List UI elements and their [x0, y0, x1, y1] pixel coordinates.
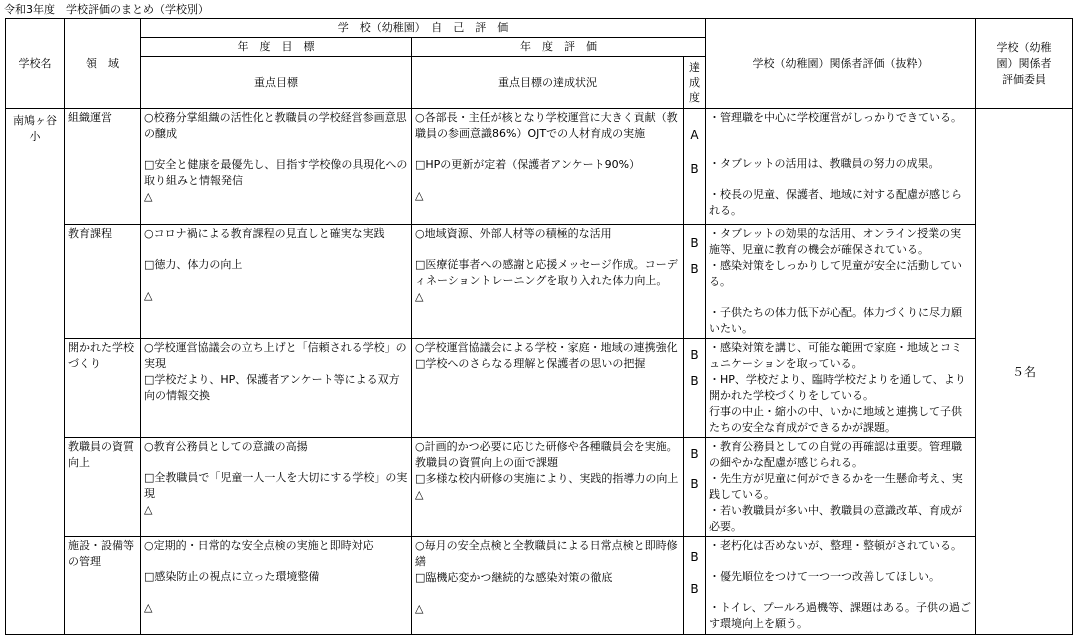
goal-item: △ [144, 190, 153, 203]
school-name-cell [6, 109, 65, 635]
degree-char: 成 [689, 76, 701, 89]
rating-item: ・先生方が児童に何ができるかを一生懸命考え、実践している。 [709, 472, 963, 501]
achievement-item: △ [415, 488, 424, 501]
achievement-item: △ [415, 290, 424, 303]
goal-item: ○教育公務員としての意識の高揚 [144, 440, 308, 453]
goal-item: □全教職員で「児童一人一人を大切にする学校」の実現 [144, 471, 408, 500]
committee-header-line: 学校（幼稚 [996, 40, 1052, 54]
achievement-item: ○学校運営協議会による学校・家庭・地域の連携強化 [415, 341, 678, 354]
goal-cell [141, 339, 412, 438]
domain-cell: 教職員の資質向上 [65, 438, 141, 537]
achievement-item: □臨機応変かつ継続的な感染対策の徹底 [415, 571, 613, 584]
table-row [6, 438, 1073, 537]
header-self-evaluation: 学 校（幼稚園） 自 己 評 価 [141, 19, 706, 38]
committee-count-cell: ５名 [976, 109, 1073, 635]
grade-mark: A [690, 128, 699, 142]
stakeholder-rating-cell [706, 225, 976, 339]
rating-item: ・トイレ、プールろ過機等、課題はある。子供の過ごす環境向上を願う。 [709, 601, 972, 630]
rating-item: ・校長の児童、保護者、地域に対する配慮が感じられる。 [709, 188, 963, 217]
table-row [6, 109, 1073, 225]
grade-mark: B [690, 162, 699, 176]
header-achievement-degree [684, 57, 706, 109]
goal-item: □徳力、体力の向上 [144, 258, 243, 271]
goal-item: ○校務分掌組織の活性化と教職員の学校経営参画意思の醸成 [144, 111, 407, 140]
achievement-cell [412, 537, 684, 635]
table-row [6, 225, 1073, 339]
achievement-item: △ [415, 189, 424, 202]
domain-cell: 開かれた学校づくり [65, 339, 141, 438]
achievement-item: ○計画的かつ必要に応じた研修や各種職員会を実施。教職員の資質向上の面で課題 [415, 440, 678, 469]
committee-header-line: 評価委員 [1002, 72, 1047, 86]
goal-cell [141, 225, 412, 339]
goal-item: □安全と健康を最優先し、目指す学校像の具現化への取り組みと情報発信 [144, 158, 408, 187]
goal-item: △ [144, 503, 153, 516]
header-school-name: 学校名 [6, 19, 65, 109]
achievement-cell [412, 339, 684, 438]
grade-mark: B [690, 236, 699, 250]
achievement-cell [412, 225, 684, 339]
degree-char: 達 [689, 61, 701, 74]
header-committee [976, 19, 1073, 109]
achievement-item: □HPの更新が定着（保護者アンケート90%） [415, 158, 641, 171]
goal-item: ○定期的・日常的な安全点検の実施と即時対応 [144, 539, 374, 552]
stakeholder-rating-cell [706, 438, 976, 537]
achievement-item: □学校へのさらなる理解と保護者の思いの把握 [415, 357, 646, 370]
grade-mark: B [690, 477, 699, 491]
grade-cell [684, 109, 706, 225]
grade-cell [684, 225, 706, 339]
school-name-line: 南鳩ヶ谷 [13, 114, 57, 127]
rating-item: ・タブレットの効果的な活用、オンライン授業の実施等、児童に教育の機会が確保されている。 [709, 227, 962, 256]
table-row [6, 537, 1073, 635]
achievement-item: ○各部長・主任が核となり学校運営に大きく貢献（教職員の参画意識86%）OJTでの人材育成の実施 [415, 111, 678, 140]
rating-item: ・管理職を中心に学校運営がしっかりできている。 [709, 111, 963, 124]
achievement-cell [412, 438, 684, 537]
stakeholder-rating-cell [706, 109, 976, 225]
achievement-cell [412, 109, 684, 225]
grade-mark: B [690, 447, 699, 461]
grade-mark: B [690, 582, 699, 596]
achievement-item: △ [415, 602, 424, 615]
achievement-item: ○地域資源、外部人材等の積極的な活用 [415, 227, 612, 240]
grade-mark: B [690, 348, 699, 362]
goal-cell [141, 109, 412, 225]
grade-cell [684, 339, 706, 438]
achievement-item: □多様な校内研修の実施により、実践的指導力の向上 [415, 472, 679, 485]
school-evaluation-table [5, 18, 1073, 635]
goal-cell [141, 438, 412, 537]
rating-item: ・タブレットの活用は、教職員の努力の成果。 [709, 157, 940, 170]
grade-cell [684, 537, 706, 635]
committee-header-line: 園）関係者 [996, 56, 1052, 70]
rating-item: ・感染対策をしっかりして児童が安全に活動している。 [709, 259, 963, 288]
domain-cell: 組織運営 [65, 109, 141, 225]
header-annual-goal: 年 度 目 標 [141, 38, 412, 57]
goal-item: □学校だより、HP、保護者アンケート等による双方向の情報交換 [144, 373, 400, 402]
goal-item: □感染防止の視点に立った環境整備 [144, 570, 320, 583]
achievement-item: □医療従事者への感謝と応援メッセージ作成。コーディネーショントレーニングを取り入れた体力向上。 [415, 258, 678, 287]
header-domain: 領 域 [65, 19, 141, 109]
goal-item: ○学校運営協議会の立ち上げと「信頼される学校」の実現 [144, 341, 407, 370]
grade-mark: B [690, 550, 699, 564]
header-annual-evaluation: 年 度 評 価 [412, 38, 706, 57]
stakeholder-rating-cell [706, 537, 976, 635]
rating-item: ・HP、学校だより、臨時学校だよりを通して、より開かれた学校づくりをしている。 [709, 373, 966, 402]
rating-item: ・若い教職員が多い中、教職員の意識改革、育成が必要。 [709, 504, 963, 533]
grade-cell [684, 438, 706, 537]
rating-item: 行事の中止・縮小の中、いかに地域と連携して子供たちの安全な育成ができるかが課題。 [709, 405, 963, 434]
rating-item: ・子供たちの体力低下が心配。体力づくりに尽力願いたい。 [709, 306, 963, 335]
header-priority-goal: 重点目標 [141, 57, 412, 109]
degree-char: 度 [689, 91, 701, 104]
stakeholder-rating-cell [706, 339, 976, 438]
rating-item: ・老朽化は否めないが、整理・整頓がされている。 [709, 539, 963, 552]
achievement-item: ○毎月の安全点検と全教職員による日常点検と即時修繕 [415, 539, 678, 568]
domain-cell: 教育課程 [65, 225, 141, 339]
goal-item: △ [144, 289, 153, 302]
rating-item: ・感染対策を講じ、可能な範囲で家庭・地域とコミュニケーションを取っている。 [709, 341, 963, 370]
header-achievement-status: 重点目標の達成状況 [412, 57, 684, 109]
header-stakeholder-evaluation: 学校（幼稚園）関係者評価（抜粋） [706, 19, 976, 109]
rating-item: ・優先順位をつけて一つ一つ改善してほしい。 [709, 570, 941, 583]
table-row [6, 339, 1073, 438]
goal-item: △ [144, 601, 153, 614]
grade-mark: B [690, 262, 699, 276]
school-name-line: 小 [29, 130, 41, 143]
domain-cell: 施設・設備等の管理 [65, 537, 141, 635]
grade-mark: B [690, 374, 699, 388]
goal-item: ○コロナ禍による教育課程の見直しと確実な実践 [144, 227, 385, 240]
rating-item: ・教育公務員としての自覚の再確認は重要。管理職の細やかな配慮が感じられる。 [709, 440, 963, 469]
page-caption: 令和3年度 学校評価のまとめ（学校別） [4, 3, 209, 16]
goal-cell [141, 537, 412, 635]
